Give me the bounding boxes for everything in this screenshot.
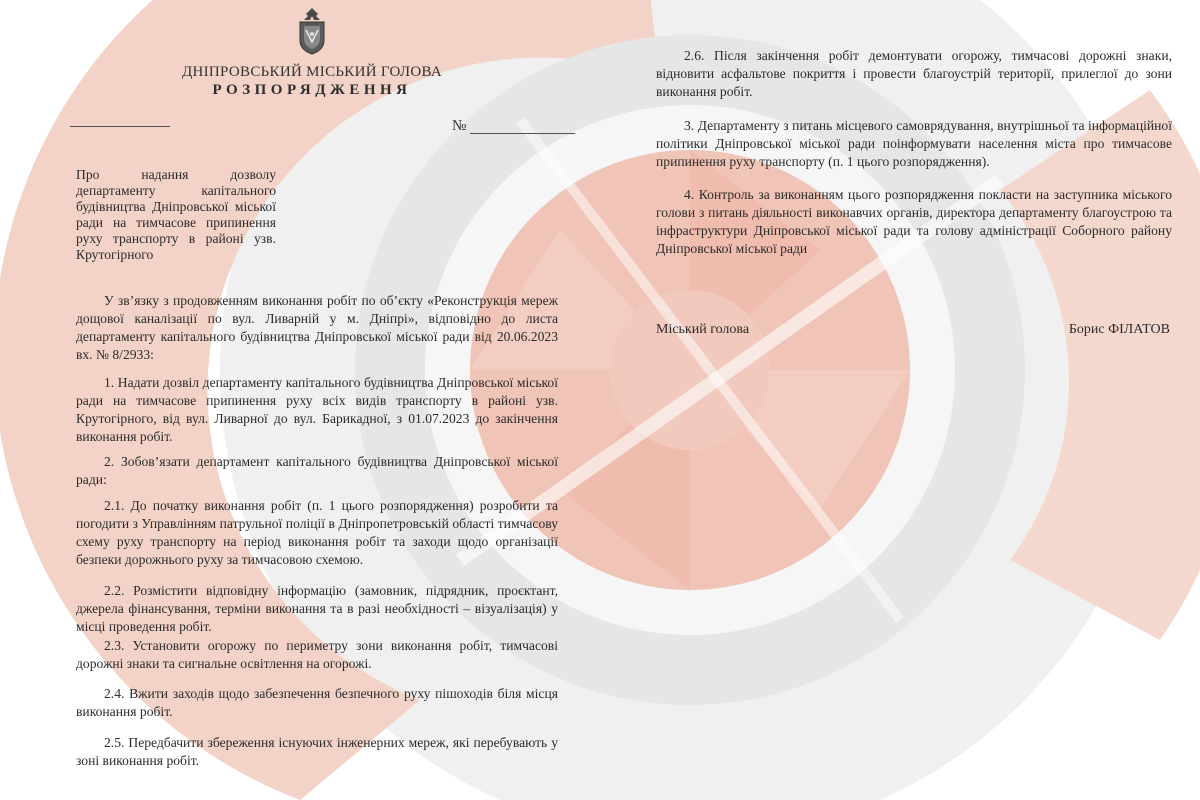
- item-2-5-paragraph: 2.5. Передбачити збереження існуючих інженерних мереж, які перебувають у зоні виконання робіт.: [76, 735, 558, 768]
- document-page-right: [600, 0, 1200, 800]
- mayor-heading: ДНІПРОВСЬКИЙ МІСЬКИЙ ГОЛОВА: [181, 64, 443, 80]
- item-2-2-paragraph: 2.2. Розмістити відповідну інформацію (замовник, підрядник, проєктант, джерела фінансування, терміни виконання та в разі необхідності – візуалізація) у місці проведення робіт.: [76, 583, 558, 634]
- item-2-6-paragraph: 2.6. Після закінчення робіт демонтувати огорожу, тимчасові дорожні знаки, відновити асфальтове покриття і провести благоустрій території, прилеглої до зони виконання робіт.: [656, 48, 1172, 99]
- number-sign: №: [452, 118, 467, 134]
- item-1-paragraph: 1. Надати дозвіл департаменту капітального будівництва Дніпровської міської ради на тимчасове припинення руху всіх видів транспорту в районі узв. Крутогірного, від вул. Ливарної до вул. Барикадної, з 01.07.2023 до закінчення виконання робіт.: [76, 375, 558, 444]
- document-subject: Про надання дозволу департаменту капітального будівництва Дніпровської міської ради на тимчасове припинення руху транспорту в районі узв. Крутогірного: [76, 167, 276, 262]
- item-3-paragraph: 3. Департаменту з питань місцевого самоврядування, внутрішньої та інформаційної політики Дніпровської міської ради поінформувати населення міста про тимчасове припинення руху транспорту (п. 1 цього розпорядження).: [656, 118, 1172, 169]
- item-2-4-paragraph: 2.4. Вжити заходів щодо забезпечення безпечного руху пішоходів біля місця виконання робіт.: [76, 686, 558, 719]
- preamble-paragraph: У зв’язку з продовженням виконання робіт по об’єкту «Реконструкція мереж дощової каналізації по вул. Ливарній у м. Дніпрі», відповідно до листа департаменту капітального будівництва Дніпровської міської ради від 20.06.2023 вх. № 8/2933:: [76, 293, 558, 362]
- item-2-1-paragraph: 2.1. До початку виконання робіт (п. 1 цього розпорядження) розробити та погодити з Управлінням патрульної поліції в Дніпропетровській області тимчасову схему руху транспорту на період виконання робіт та заходи щодо організації безпеки дорожнього руху за тимчасовою схемою.: [76, 498, 558, 567]
- signature-name: Борис ФІЛАТОВ: [1068, 322, 1170, 337]
- signature-title: Міський голова: [656, 322, 750, 337]
- date-blank-line: [70, 126, 170, 127]
- item-2-paragraph: 2. Зобов’язати департамент капітального будівництва Дніпровської міської ради:: [76, 454, 558, 487]
- item-2-3-paragraph: 2.3. Установити огорожу по периметру зони виконання робіт, тимчасові дорожні знаки та сигнальне освітлення на огорожі.: [76, 638, 558, 671]
- document-title: РОЗПОРЯДЖЕННЯ: [212, 82, 412, 98]
- item-4-paragraph: 4. Контроль за виконанням цього розпорядження покласти на заступника міського голови з питань діяльності виконавчих органів, директора департаменту благоустрою та інфраструктури Дніпровської міської ради та голову адміністрації Соборного району Дніпровської міської ради: [656, 187, 1172, 256]
- coat-of-arms-icon: [292, 6, 332, 56]
- number-blank-line: [470, 133, 575, 134]
